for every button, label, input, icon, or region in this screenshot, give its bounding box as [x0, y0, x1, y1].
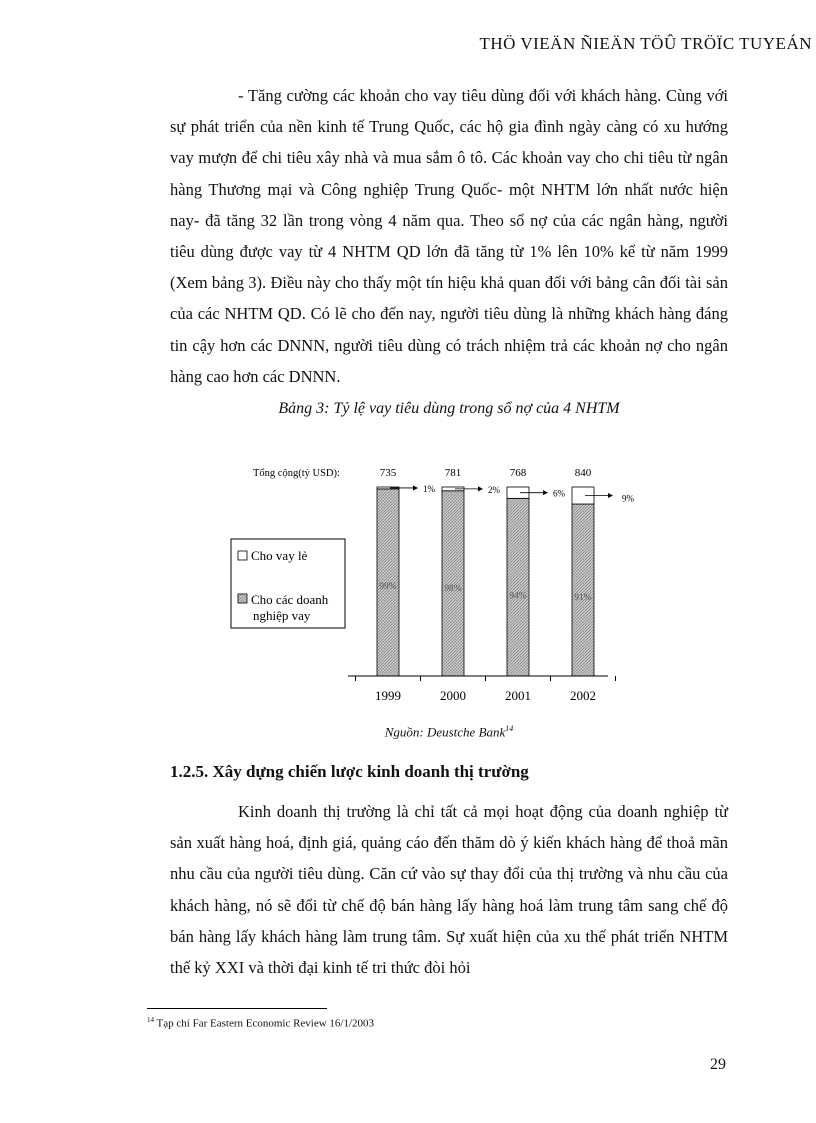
- retail-arrowhead-2000: [478, 486, 483, 491]
- legend-label-retail: Cho vay lẻ: [251, 548, 308, 563]
- total-2002: 840: [574, 467, 592, 479]
- data-label-retail-2002: 9%: [622, 493, 634, 504]
- footnote-text: Tạp chí Far Eastern Economic Review 16/1/2003: [154, 1017, 375, 1030]
- retail-arrowhead-1999: [413, 485, 418, 490]
- retail-arrowhead-2001: [543, 490, 548, 495]
- legend-swatch-retail: [238, 551, 247, 560]
- total-2001: 768: [509, 467, 527, 479]
- paragraph1-text: - Tăng cường các khoản cho vay tiêu dùng đối với khách hàng. Cùng với sự phát triển của nền kinh tế Trung Quốc, các hộ gia đình ngày càng có xu hướng vay mượn để chi tiêu xây nhà và mua sắm ô tô. Các khoản vay cho chi tiêu từ ngân hàng Thương mại và Công nghiệp Trung Quốc- một NHTM lớn nhất nước hiện nay- đã tăng 32 lần trong vòng 4 năm qua. Theo sổ nợ của các ngân hàng, người tiêu dùng được vay từ 4 NHTM QD lớn đã tăng từ 1% lên 10% kể từ năm 1999 (Xem bảng 3). Điều này cho thấy một tín hiệu khả quan đối với bảng cân đối tài sản của các NHTM QD. Có lẽ cho đến nay, người tiêu dùng là những khách hàng đáng tin cậy hơn các DNNN, người tiêu dùng có trách nhiệm trả các khoản nợ cho ngân hàng cao hơn các DNNN.: [170, 86, 728, 386]
- x-tick-label-1999: 1999: [375, 688, 401, 703]
- data-label-retail-2000: 2%: [488, 484, 500, 495]
- data-label-retail-2001: 6%: [553, 488, 565, 499]
- data-label-retail-1999: 1%: [423, 483, 435, 494]
- total-1999: 735: [379, 467, 397, 479]
- data-label-enterprise-1999: 99%: [379, 581, 397, 592]
- paragraph2-text: Kinh doanh thị trường là chỉ tất cả mọi hoạt động của doanh nghiệp từ sản xuất hàng hoá, định giá, quảng cáo đến thăm dò ý kiến khách hàng để thoả mãn nhu cầu của người tiêu dùng. Căn cứ vào sự thay đổi của thị trường và nhu cầu của khách hàng, nó sẽ đổi từ chế độ bán hàng lấy hàng hoá làm trung tâm sang chế độ bán hàng lấy khách hàng làm trung tâm. Sự xuất hiện của xu thế phát triển NHTM thế kỷ XXI và thời đại kinh tế tri thức đòi hỏi: [170, 802, 728, 978]
- footnote-rule: [147, 1008, 327, 1009]
- data-label-enterprise-2000: 98%: [444, 583, 462, 594]
- x-tick-label-2000: 2000: [440, 688, 466, 703]
- running-header: THÖ VIEÄN ÑIEÄN TÖÛ TRÖÏC TUYEÁN: [479, 34, 812, 53]
- paragraph-consumer-loans: [170, 80, 728, 392]
- footnote-ref: 14: [147, 1016, 154, 1024]
- retail-arrowhead-2002: [608, 493, 613, 498]
- x-tick-label-2001: 2001: [505, 688, 531, 703]
- stacked-bar-chart: [228, 452, 634, 712]
- legend: [231, 539, 345, 628]
- legend-label-enterprise: Cho các doanh: [251, 592, 329, 607]
- bar-enterprise-2002: [572, 504, 594, 676]
- total-label: Tổng cộng(tỷ USD):: [253, 468, 340, 479]
- data-label-enterprise-2001: 94%: [509, 591, 527, 602]
- source-ref: 14: [505, 724, 514, 733]
- x-tick-label-2002: 2002: [570, 688, 596, 703]
- paragraph-market-strategy: [170, 796, 728, 983]
- bar-enterprise-2001: [507, 498, 529, 676]
- data-label-enterprise-2002: 91%: [574, 593, 592, 604]
- section-title: 1.2.5. Xây dựng chiến lược kinh doanh thị trường: [170, 762, 529, 781]
- total-2000: 781: [444, 467, 462, 479]
- table-caption: Bảng 3: Tỷ lệ vay tiêu dùng trong sổ nợ của 4 NHTM: [278, 400, 620, 417]
- footnote: [147, 1016, 374, 1030]
- chart-source: [170, 724, 728, 740]
- source-label: Nguồn: Deustche Bank: [384, 724, 506, 740]
- page-number: 29: [710, 1056, 726, 1073]
- legend-label-enterprise-cont: nghiệp vay: [253, 608, 311, 623]
- legend-swatch-enterprise: [238, 594, 247, 603]
